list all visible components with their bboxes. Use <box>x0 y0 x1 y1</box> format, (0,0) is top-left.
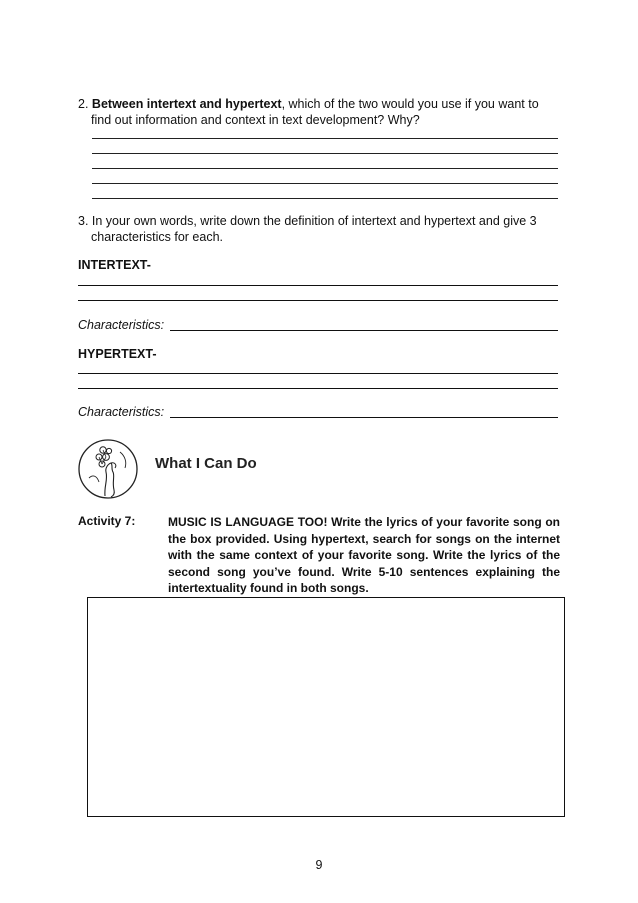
intertext-line-1[interactable] <box>78 285 558 286</box>
intertext-line-2[interactable] <box>78 300 558 301</box>
question-3-line1: 3. In your own words, write down the definition of intertext and hypertext and give 3 <box>78 214 537 228</box>
answer-line-q2-1[interactable] <box>92 138 558 139</box>
page-number: 9 <box>315 858 323 872</box>
activity-instructions: MUSIC IS LANGUAGE TOO! Write the lyrics of your favorite song on the box provided. Using hypertext, search for songs on the internet with the same context of your favorite song. Write the lyrics of the second song you’ve found. Write 5-10 sentences explaining the intertextuality found in both songs. <box>168 515 560 595</box>
question-3 <box>78 213 568 245</box>
question-2-text-line1: , which of the two would you use if you want to <box>281 97 539 111</box>
hypertext-heading: HYPERTEXT- <box>78 347 157 361</box>
question-3-line2: characteristics for each. <box>91 230 223 244</box>
question-2 <box>78 96 568 128</box>
hypertext-characteristics-line[interactable] <box>170 417 558 418</box>
answer-line-q2-5[interactable] <box>92 198 558 199</box>
question-2-number: 2. <box>78 97 89 111</box>
lyrics-answer-box[interactable] <box>87 597 565 817</box>
hypertext-line-2[interactable] <box>78 388 558 389</box>
globe-hand-icon <box>75 438 141 500</box>
activity-label: Activity 7: <box>78 514 136 528</box>
question-2-text-line2: find out information and context in text development? Why? <box>91 113 420 127</box>
answer-line-q2-4[interactable] <box>92 183 558 184</box>
intertext-characteristics-label: Characteristics: <box>78 318 165 332</box>
answer-line-q2-3[interactable] <box>92 168 558 169</box>
hypertext-characteristics-label: Characteristics: <box>78 405 165 419</box>
question-2-bold-phrase: Between intertext and hypertext <box>91 97 282 111</box>
answer-line-q2-2[interactable] <box>92 153 558 154</box>
intertext-characteristics-line[interactable] <box>170 330 558 331</box>
hypertext-line-1[interactable] <box>78 373 558 374</box>
section-title: What I Can Do <box>155 455 257 472</box>
intertext-heading: INTERTEXT- <box>78 258 151 272</box>
